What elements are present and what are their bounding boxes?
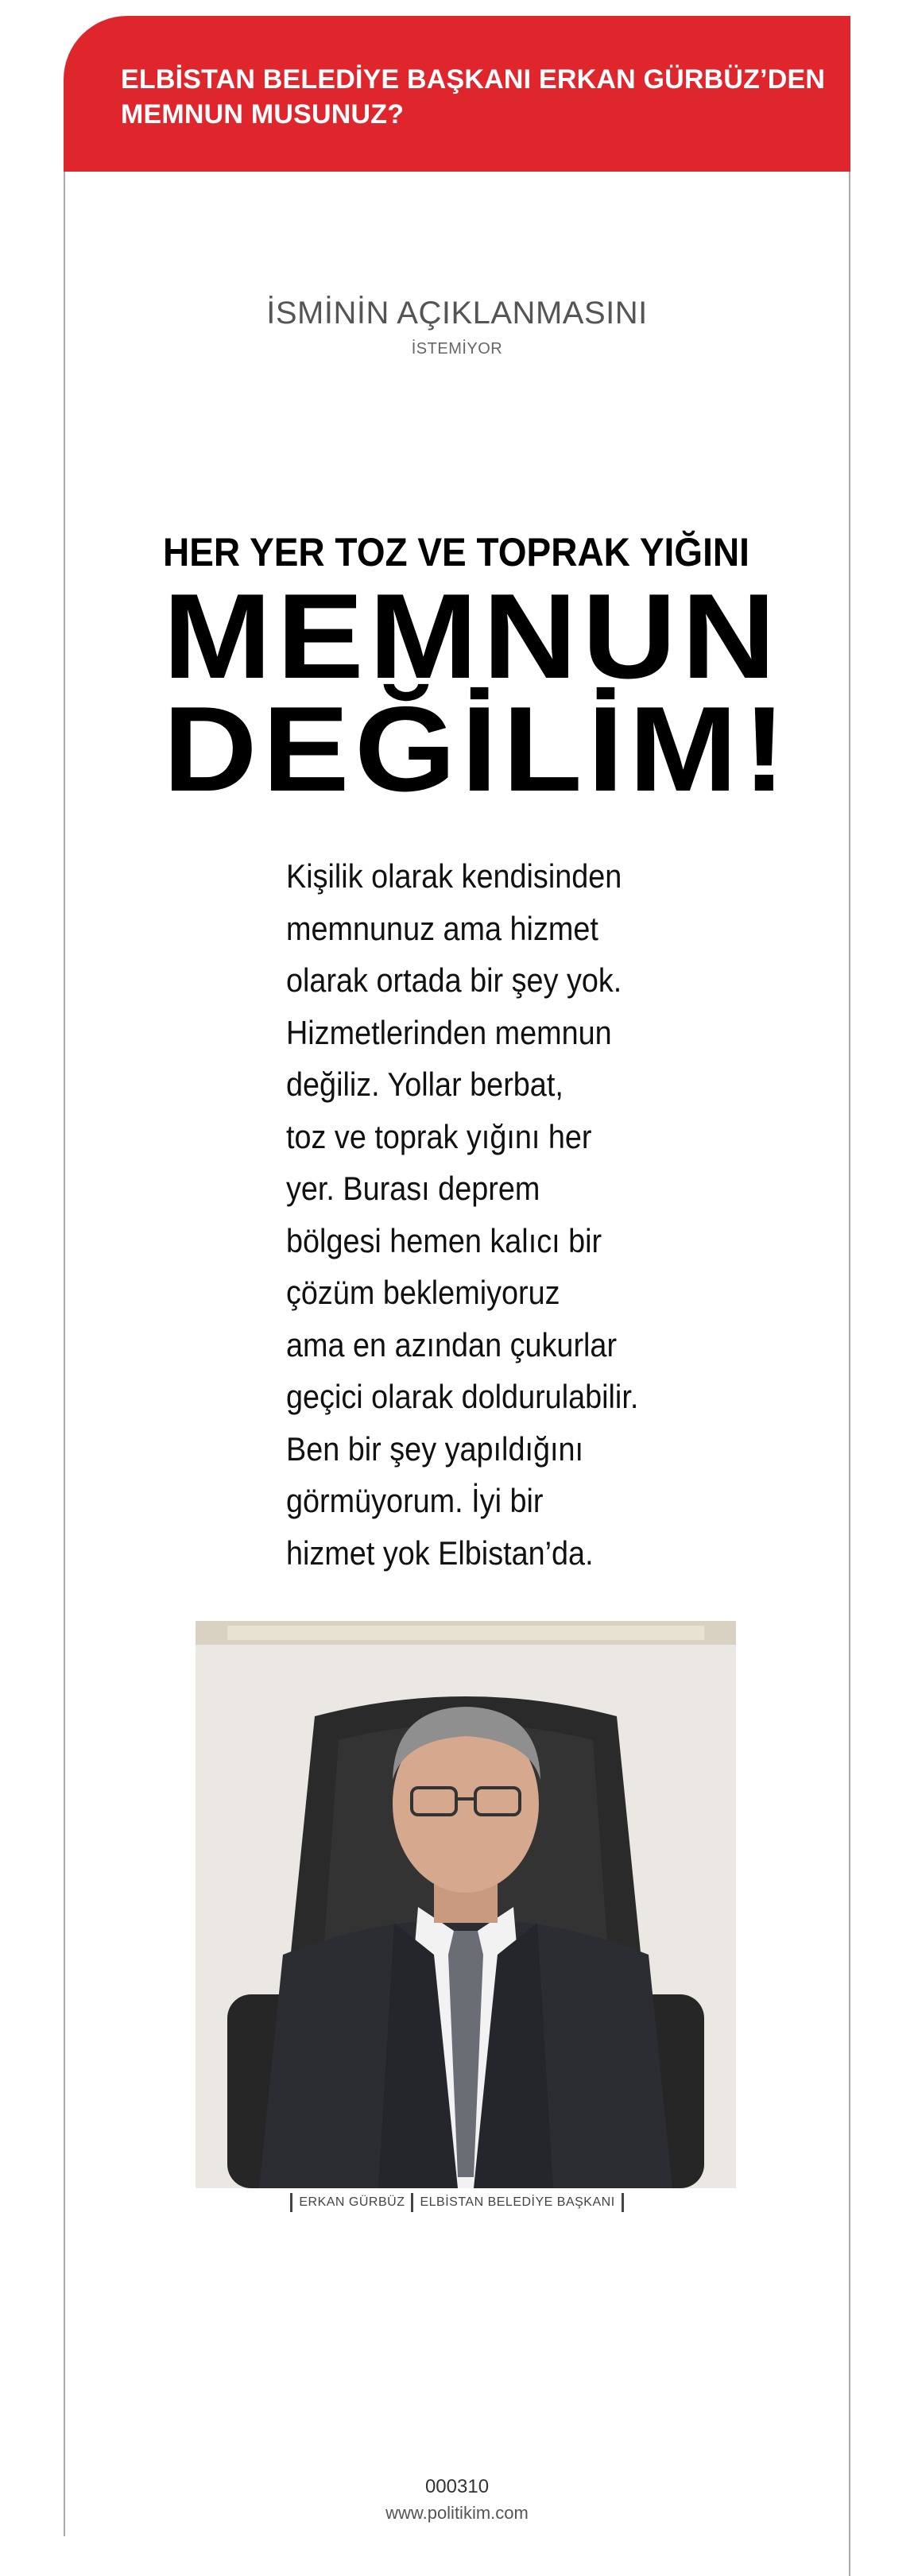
caption-divider bbox=[411, 2193, 413, 2212]
caption-title: ELBİSTAN BELEDİYE BAŞKANI bbox=[420, 2195, 615, 2209]
header-banner bbox=[64, 16, 850, 172]
left-border-line bbox=[64, 172, 65, 2536]
quote-line: geçici olarak doldurulabilir. bbox=[286, 1378, 639, 1415]
headline bbox=[163, 569, 792, 817]
caption-name: ERKAN GÜRBÜZ bbox=[299, 2195, 405, 2209]
photo-caption bbox=[0, 2193, 914, 2212]
right-border-line bbox=[849, 172, 850, 2576]
banner-title bbox=[121, 62, 850, 132]
quote-line: Ben bir şey yapıldığını bbox=[286, 1429, 584, 1468]
quote-line: görmüyorum. İyi bir bbox=[286, 1482, 544, 1519]
quote-line: Kişilik olarak kendisinden bbox=[286, 857, 622, 895]
quote-line: bölgesi hemen kalıcı bir bbox=[286, 1221, 602, 1259]
portrait-photo bbox=[196, 1621, 736, 2188]
banner-title-line2: MEMNUN MUSUNUZ? bbox=[121, 99, 405, 130]
caption-divider bbox=[622, 2193, 624, 2212]
respondent-name: İSMİNİN AÇIKLANMASINI bbox=[266, 296, 648, 331]
quote-line: toz ve toprak yığını her bbox=[286, 1117, 592, 1155]
quote-body bbox=[286, 850, 731, 1579]
banner-title-line1: ELBİSTAN BELEDİYE BAŞKANI ERKAN GÜRBÜZ’DEN bbox=[121, 64, 826, 95]
caption-divider bbox=[290, 2193, 292, 2212]
quote-line: memnunuz ama hizmet bbox=[286, 909, 598, 947]
quote-line: olarak ortada bir şey yok. bbox=[286, 961, 622, 999]
quote-line: hizmet yok Elbistan’da. bbox=[286, 1534, 594, 1572]
headline-kicker: HER YER TOZ VE TOPRAK YIĞINI bbox=[163, 530, 749, 574]
quote-line: ama en azından çukurlar bbox=[286, 1325, 618, 1363]
headline-line1: MEMNUN bbox=[163, 569, 781, 704]
quote-line: çözüm beklemiyoruz bbox=[286, 1274, 560, 1311]
respondent-subtitle: İSTEMİYOR bbox=[411, 340, 503, 358]
quote-line: değiliz. Yollar berbat, bbox=[286, 1066, 564, 1103]
headline-line2: DEĞİLİM! bbox=[163, 682, 792, 817]
footer-url[interactable]: www.politikim.com bbox=[385, 2503, 529, 2523]
quote-line: Hizmetlerinden memnun bbox=[286, 1013, 612, 1051]
quote-line: yer. Burası deprem bbox=[286, 1170, 540, 1207]
footer-number: 000310 bbox=[424, 2476, 490, 2497]
